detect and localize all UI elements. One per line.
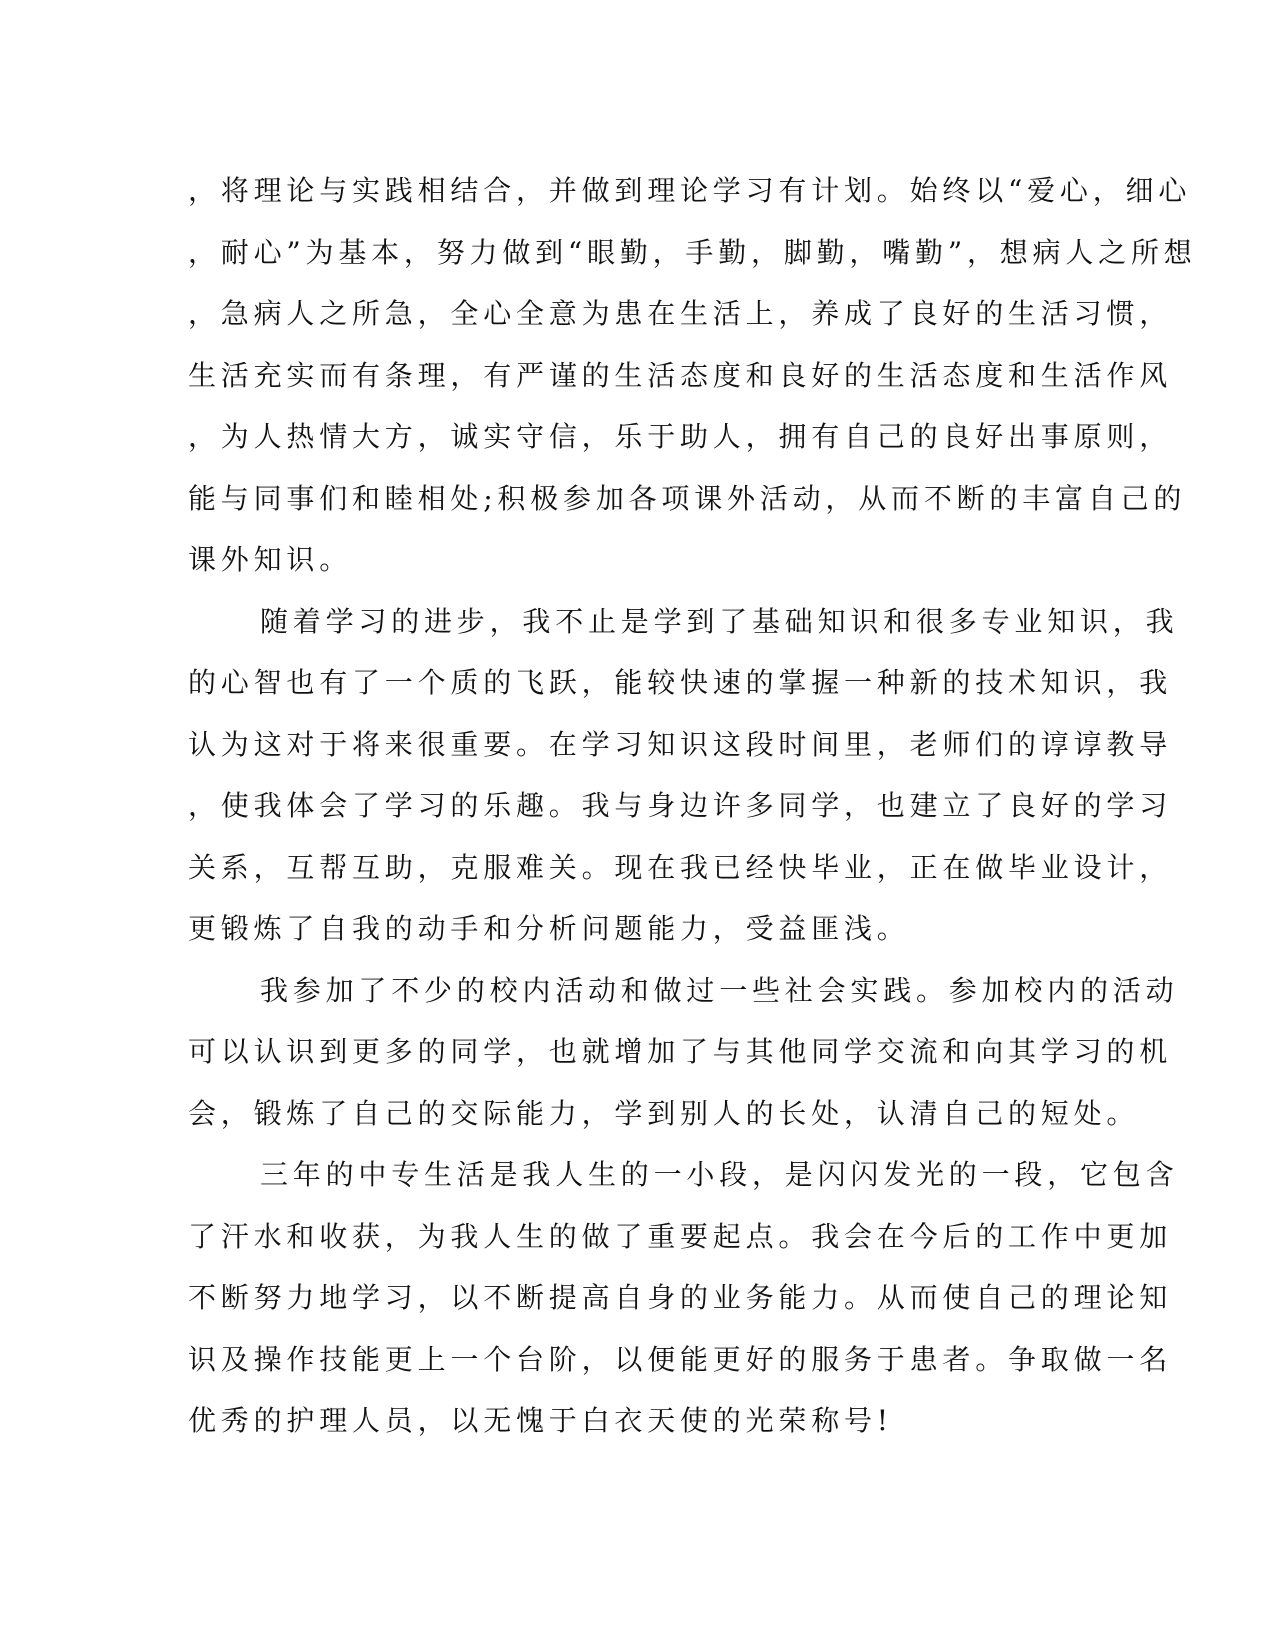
- paragraph-first-line: 我参加了不少的校内活动和做过一些社会实践。参加校内的活动: [260, 973, 1179, 1007]
- text-line: 不断努力地学习，以不断提高自身的业务能力。从而使自己的理论知: [188, 1281, 1173, 1314]
- document-body: [188, 160, 1197, 1452]
- text-line: 的心智也有了一个质的飞跃，能较快速的掌握一种新的技术知识，我: [188, 666, 1173, 699]
- paragraph-first-line: 随着学习的进步，我不止是学到了基础知识和很多专业知识，我: [260, 604, 1179, 638]
- text-line: 会，锻炼了自己的交际能力，学到别人的长处，认清自己的短处。: [188, 1096, 1140, 1130]
- text-line: 生活充实而有条理，有严谨的生活态度和良好的生活态度和生活作风: [188, 358, 1173, 392]
- text-line: ，将理论与实践相结合，并做到理论学习有计划。始终以“爱心，细心: [188, 174, 1192, 207]
- text-line: ，急病人之所急，全心全意为患在生活上，养成了良好的生活习惯，: [188, 297, 1173, 330]
- text-line: 可以认识到更多的同学，也就增加了与其他同学交流和向其学习的机: [188, 1035, 1173, 1068]
- text-line: 更锻炼了自我的动手和分析问题能力，受益匪浅。: [188, 912, 910, 945]
- text-line: ，为人热情大方，诚实守信，乐于助人，拥有自己的良好出事原则，: [188, 420, 1173, 453]
- text-line: 课外知识。: [188, 543, 353, 576]
- text-line: ，耐心”为基本，努力做到“眼勤，手勤，脚勤，嘴勤”，想病人之所想: [188, 235, 1197, 269]
- text-line: 识及操作技能更上一个台阶，以便能更好的服务于患者。争取做一名: [188, 1342, 1173, 1376]
- paragraph-first-line: 三年的中专生活是我人生的一小段，是闪闪发光的一段，它包含: [260, 1158, 1179, 1191]
- text-line: 优秀的护理人员，以无愧于白衣天使的光荣称号!: [188, 1404, 893, 1437]
- text-line: 认为这对于将来很重要。在学习知识这段时间里，老师们的谆谆教导: [188, 727, 1173, 761]
- text-line: 了汗水和收获，为我人生的做了重要起点。我会在今后的工作中更加: [188, 1219, 1173, 1253]
- text-line: ，使我体会了学习的乐趣。我与身边许多同学，也建立了良好的学习: [188, 789, 1173, 822]
- text-line: 能与同事们和睦相处;积极参加各项课外活动，从而不断的丰富自己的: [188, 481, 1187, 515]
- text-line: 关系，互帮互助，克服难关。现在我已经快毕业，正在做毕业设计，: [188, 850, 1173, 884]
